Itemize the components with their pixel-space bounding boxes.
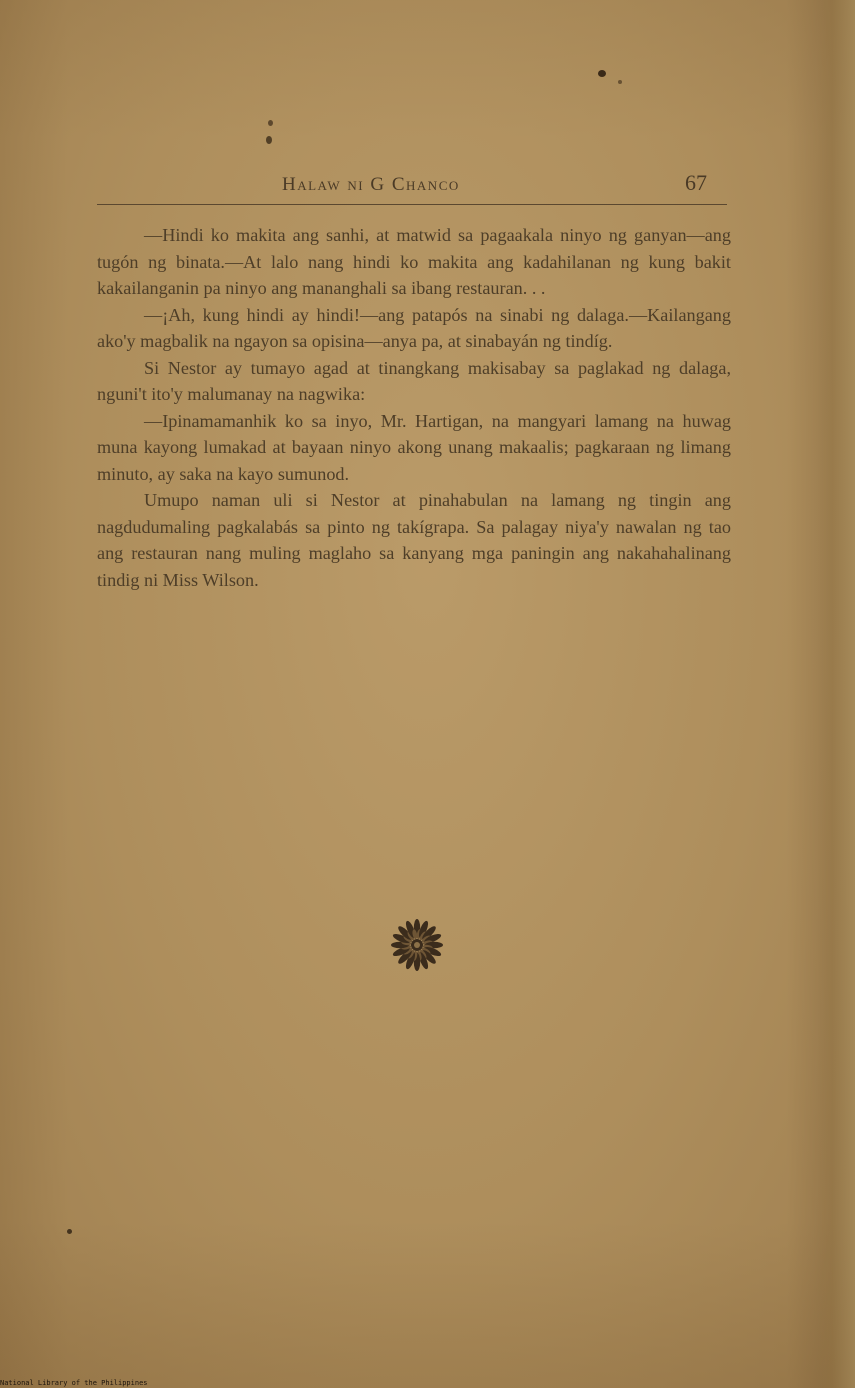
ink-speck [618, 80, 622, 84]
flower-ornament-icon [384, 918, 450, 972]
paragraph: Si Nestor ay tumayo agad at tinangkang makisabay sa paglakad ng dalaga, nguni't ito'y malumanay na nagwika: [97, 357, 731, 404]
ink-speck [67, 1229, 72, 1234]
page-header [97, 168, 727, 208]
page-number: 67 [685, 170, 707, 195]
running-title: Halaw ni G Chanco [282, 174, 460, 195]
paragraph: —Hindi ko makita ang sanhi, at matwid sa pagaakala ninyo ng ganyan—ang tugón ng binata.—At lalo nang hindi ko makita ang kadahilanan ng kung bakit kakailanganin pa ninyo ang mananghali sa ibang restauran. . . [97, 225, 731, 298]
header-rule [97, 204, 727, 205]
ink-speck [266, 136, 272, 144]
ink-speck [268, 120, 273, 126]
library-credit: National Library of the Philippines [0, 1379, 148, 1387]
page-edge-shadow [817, 0, 855, 1388]
ink-speck [598, 70, 606, 77]
body-text [97, 222, 731, 593]
paragraph: Umupo naman uli si Nestor at pinahabulan na lamang ng tingin ang nagdudumaling pagkalabás sa pinto ng takígrapa. Sa palagay niya'y nawalan ng tao ang restauran nang muling maglaho sa kanyang mga paningin ang nakahahalinang tindig ni Miss Wilson. [97, 490, 731, 590]
paragraph: —¡Ah, kung hindi ay hindi!—ang patapós na sinabi ng dalaga.—Kailangang ako'y magbalik na ngayon sa opisina—anya pa, at sinabayán ng tindíg. [97, 304, 731, 351]
paragraph: —Ipinamamanhik ko sa inyo, Mr. Hartigan, na mangyari lamang na huwag muna kayong lumakad at bayaan ninyo akong unang makaalis; pagkaraan ng limang minuto, ay saka na kayo sumunod. [97, 410, 731, 484]
